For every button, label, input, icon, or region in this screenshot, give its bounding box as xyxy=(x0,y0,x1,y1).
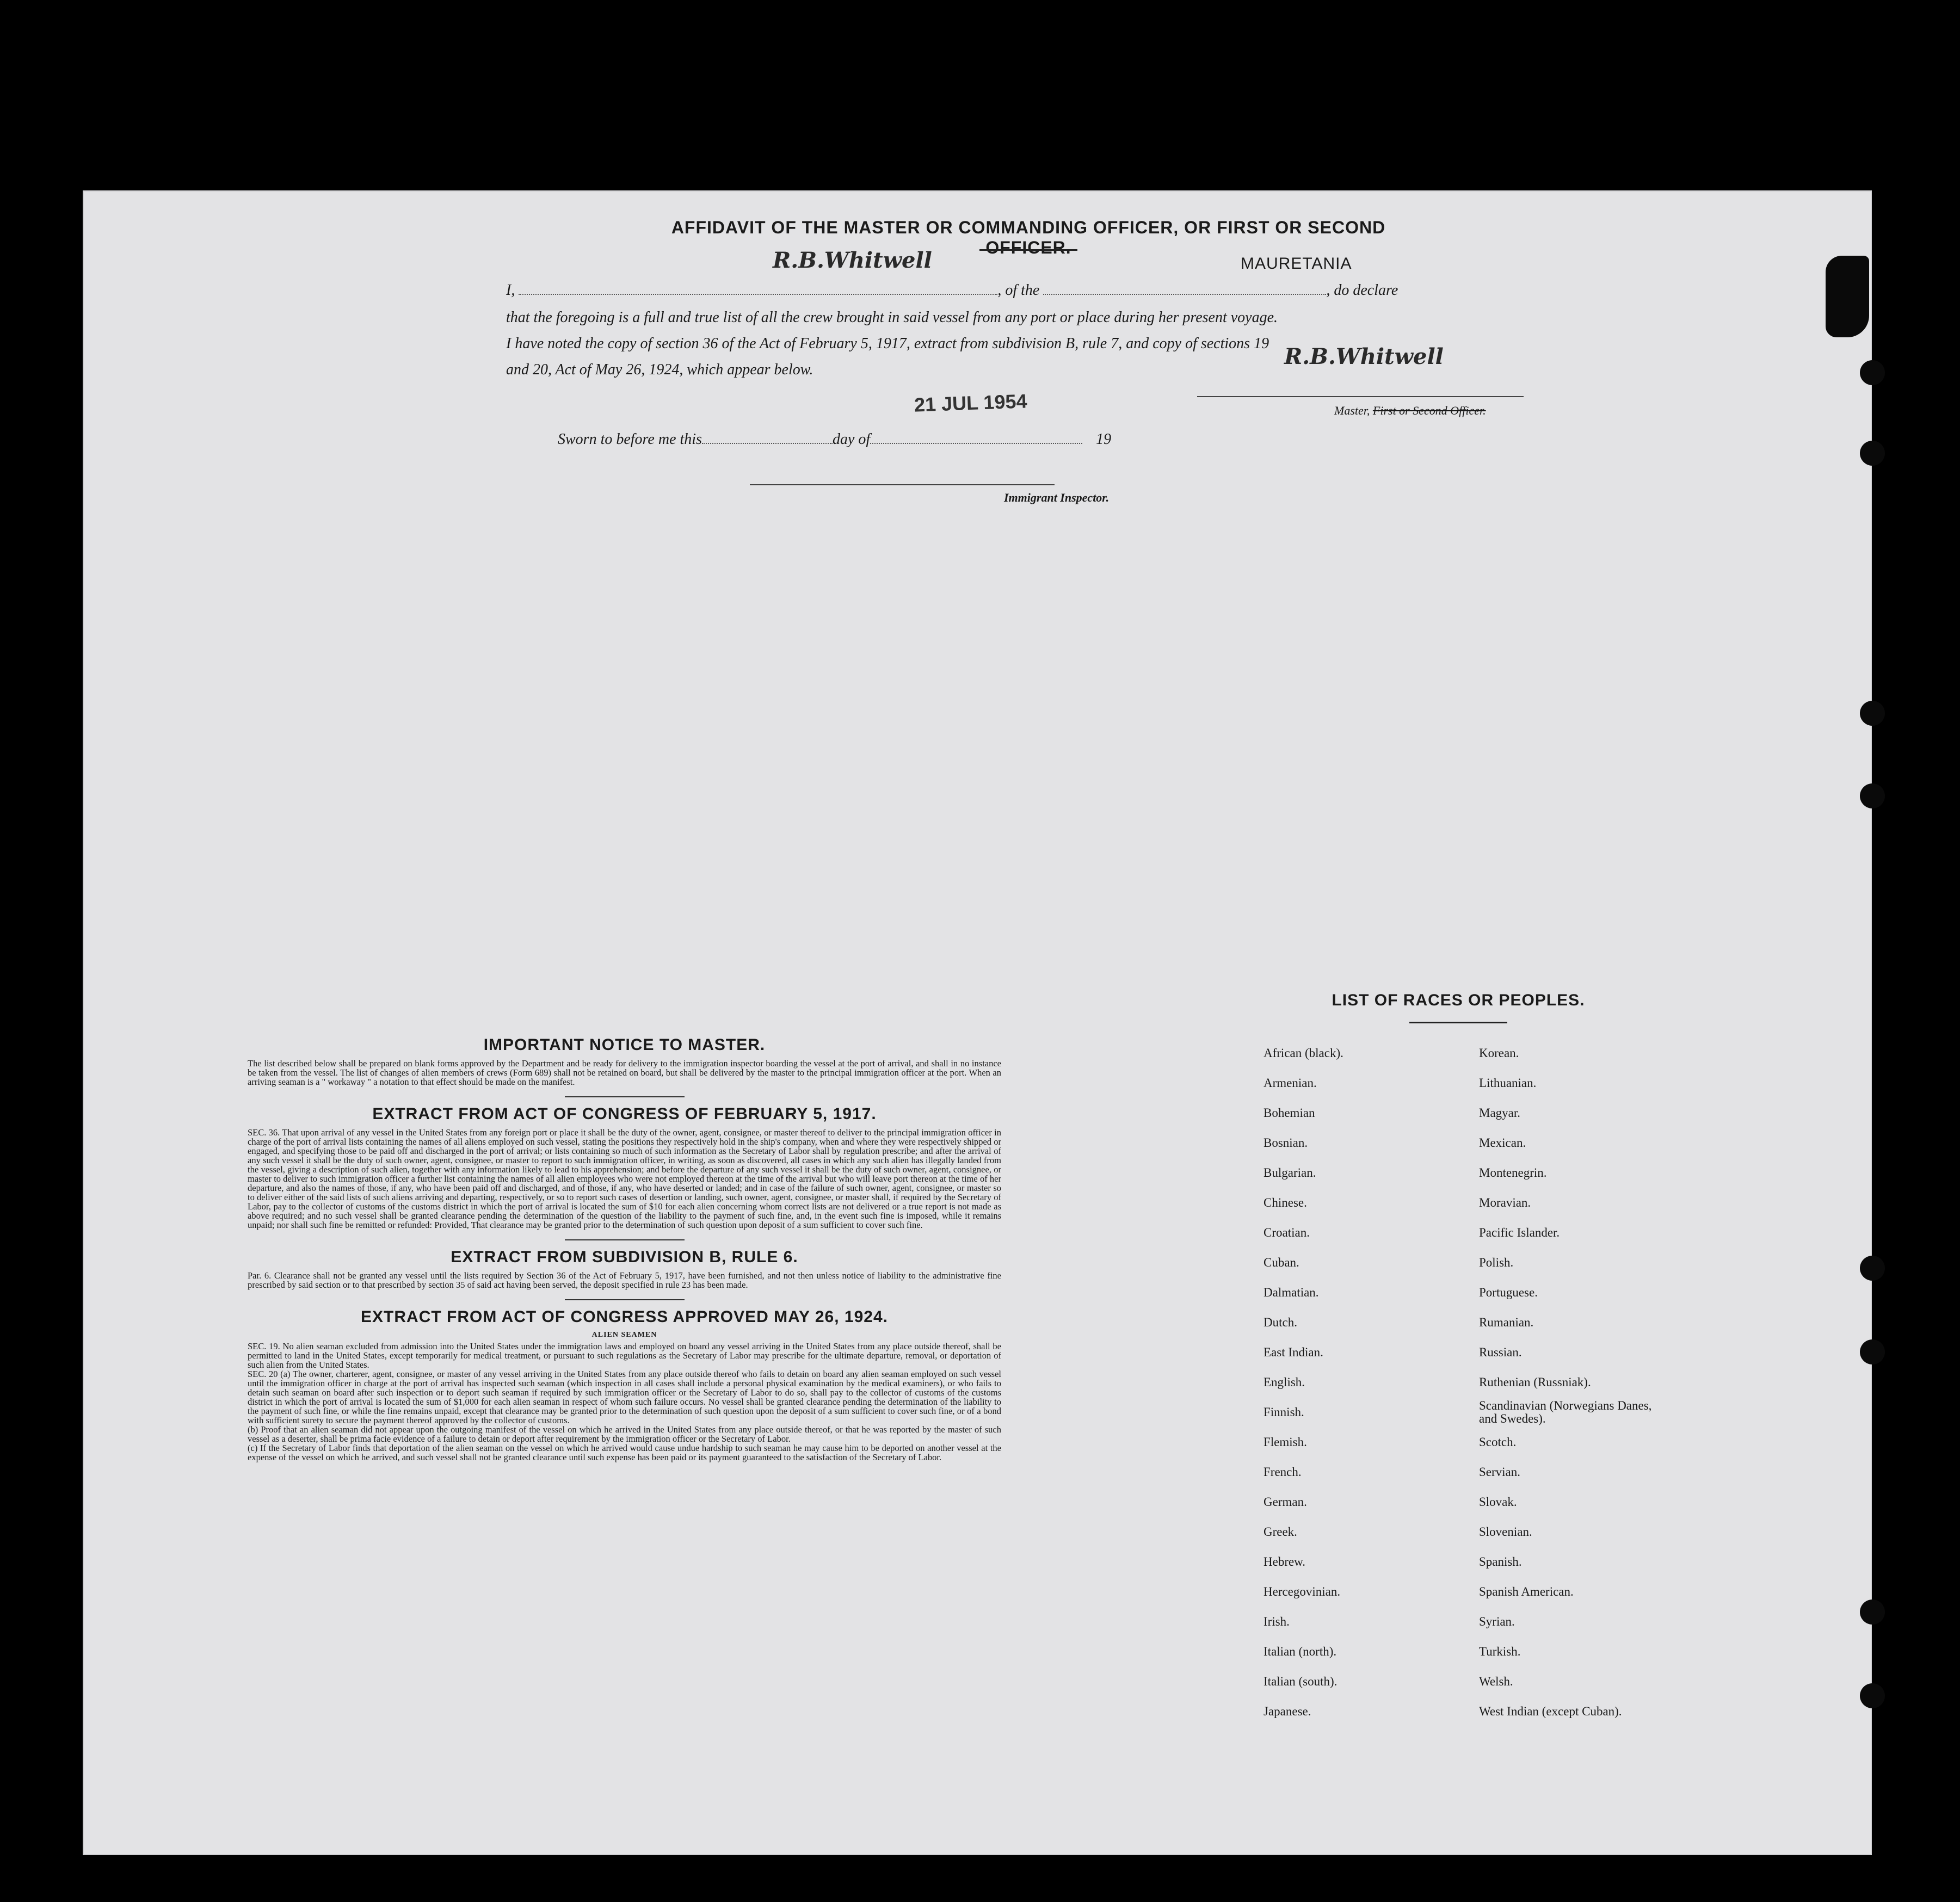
extract-1924-heading: EXTRACT FROM ACT OF CONGRESS APPROVED MAY 26, 1924. xyxy=(361,1308,888,1326)
race-item: Flemish. xyxy=(1263,1435,1307,1449)
subdivision-heading: EXTRACT FROM SUBDIVISION B, RULE 6. xyxy=(451,1248,798,1266)
race-item: West Indian (except Cuban). xyxy=(1479,1705,1622,1718)
race-item: Bosnian. xyxy=(1263,1136,1308,1150)
race-item: Welsh. xyxy=(1479,1675,1513,1688)
race-item: African (black). xyxy=(1263,1046,1343,1060)
race-item: Chinese. xyxy=(1263,1196,1307,1209)
race-item: Bulgarian. xyxy=(1263,1166,1316,1180)
race-item: Servian. xyxy=(1479,1465,1521,1479)
race-item: Finnish. xyxy=(1263,1405,1304,1419)
notices-section xyxy=(248,1028,1001,1462)
name-blank xyxy=(519,294,997,295)
notice-divider xyxy=(565,1096,685,1097)
race-item: Hercegovinian. xyxy=(1263,1585,1341,1598)
binder-hole xyxy=(1860,1256,1885,1281)
race-item: Bohemian xyxy=(1263,1106,1315,1120)
race-item: Dalmatian. xyxy=(1263,1286,1319,1299)
sec20b-text: (b) Proof that an alien seaman did not appear upon the outgoing manifest of the vessel on which he arrived in the United States from any place outside thereof, or that he was reported by the master of such vessel as a deserter, shall be prima facie evidence of a failure to detain or deport after requirement by the immigration officer or the Secretary of Labor. xyxy=(248,1424,1001,1444)
month-blank xyxy=(870,443,1082,444)
race-item: Lithuanian. xyxy=(1479,1076,1537,1090)
declaration-line-3: I have noted the copy of section 36 of the Act of February 5, 1917, extract from subdivision B, rule 7, and copy of sections 19 xyxy=(506,335,1269,352)
race-item: Moravian. xyxy=(1479,1196,1531,1209)
race-item: Hebrew. xyxy=(1263,1555,1306,1568)
race-item: East Indian. xyxy=(1263,1345,1323,1359)
race-item: Dutch. xyxy=(1263,1316,1297,1329)
title-divider xyxy=(979,249,1077,251)
race-item: Italian (south). xyxy=(1263,1675,1338,1688)
race-item: Pacific Islander. xyxy=(1479,1226,1560,1239)
master-signature: R.B.Whitwell xyxy=(1284,344,1444,369)
master-signature-top: R.B.Whitwell xyxy=(773,248,932,273)
races-right-column xyxy=(1479,1038,1659,1726)
inspector-caption: Immigrant Inspector. xyxy=(1004,491,1110,504)
notice-divider xyxy=(565,1239,685,1240)
important-notice-text: The list described below shall be prepared on blank forms approved by the Department and be ready for delivery to the immigration inspector boarding the vessel at the port of arrival, and shall in no instance be taken from the vessel. The list of changes of alien members of crews (Form 689) shall not be retained on board, but shall be delivered by the master to the principal immigration officer at the port. When an arriving seaman is a " workaway " a notation to that effect should be made on the manifest. xyxy=(248,1058,1001,1087)
race-item: Rumanian. xyxy=(1479,1316,1534,1329)
vessel-blank xyxy=(1043,294,1326,295)
race-item: Greek. xyxy=(1263,1525,1297,1539)
race-item: Syrian. xyxy=(1479,1615,1515,1628)
binder-hole xyxy=(1860,441,1885,466)
binder-hole xyxy=(1860,360,1885,385)
date-stamp: 21 JUL 1954 xyxy=(914,390,1028,416)
vessel-name: MAURETANIA xyxy=(1241,255,1352,273)
inspector-signature-line xyxy=(750,484,1055,485)
declaration-line-4: and 20, Act of May 26, 1924, which appear below. xyxy=(506,361,813,378)
races-divider xyxy=(1409,1022,1507,1023)
alien-seamen-subheading: ALIEN SEAMEN xyxy=(591,1331,657,1339)
race-item: Magyar. xyxy=(1479,1106,1521,1120)
affidavit-title: AFFIDAVIT OF THE MASTER OR COMMANDING OFFICER, OR FIRST OR SECOND OFFICER. xyxy=(671,218,1386,257)
race-item: Cuban. xyxy=(1263,1256,1299,1269)
race-item: French. xyxy=(1263,1465,1302,1479)
day-blank xyxy=(702,443,833,444)
race-item: Croatian. xyxy=(1263,1226,1310,1239)
race-item: Ruthenian (Russniak). xyxy=(1479,1375,1591,1389)
master-signature-line xyxy=(1197,396,1524,397)
race-item: English. xyxy=(1263,1375,1305,1389)
declaration-prefix: I, xyxy=(506,282,515,299)
race-item: Italian (north). xyxy=(1263,1645,1337,1658)
binder-hole xyxy=(1860,1339,1885,1364)
sworn-line: Sworn to before me this day of 19 xyxy=(558,431,1112,448)
race-item: Scandinavian (Norwegians Danes, and Swedes). xyxy=(1479,1399,1652,1425)
of-the-label: , of the xyxy=(997,282,1040,299)
binder-hole xyxy=(1860,1683,1885,1708)
race-item: Armenian. xyxy=(1263,1076,1317,1090)
races-left-column xyxy=(1263,1038,1343,1726)
races-title: LIST OF RACES OR PEOPLES. xyxy=(1332,991,1585,1009)
declare-label: , do declare xyxy=(1326,282,1398,299)
sec19-text: SEC. 19. No alien seaman excluded from admission into the United States under the immigration laws and employed on board any vessel arriving in the United States from any place outside thereof, shall be permitted to land in the United States, except temporarily for medical treatment, or pursuant to such regulations as the Secretary of Labor may prescribe for the ultimate departure, removal, or deportation of such alien from the United States. xyxy=(248,1341,1001,1370)
sec20c-text: (c) If the Secretary of Labor finds that deportation of the alien seaman on the vessel on which he arrived would cause undue hardship to such seaman he may cause him to be deported on another vessel at the expense of the vessel on which he arrived, and such vessel shall not be granted clearance until such expense has been paid or its payment guaranteed to the satisfaction of the Secretary of Labor. xyxy=(248,1443,1001,1462)
declaration-line-2: that the foregoing is a full and true list of all the crew brought in said vessel from any port or place during her present voyage. xyxy=(506,309,1278,326)
sec20a-text: SEC. 20 (a) The owner, charterer, agent, consignee, or master of any vessel arriving in the United States from any place outside thereof who fails to detain on board any alien seaman employed on such vessel until the immigration officer in charge at the port of arrival has inspected such seaman (which inspection in all cases shall include a personal physical examination by the medical examiners), or who fails to detain such seaman on board after such inspection or to deport such seaman if required by such immigration officer or the Secretary of Labor to do so, shall pay to the collector of customs of the customs district in which the port of arrival is located the sum of $1,000 for each alien seaman in respect of whom such failure occurs. No vessel shall be granted clearance pending the determination of the liability to the payment of such fine, or while the fine remains unpaid, except that clearance may be granted prior to the determination of such question upon the deposit of a sum sufficient to cover such fine, or of a bond with sufficient surety to secure the payment thereof approved by the collector of customs. xyxy=(248,1369,1001,1425)
binder-hole xyxy=(1860,1600,1885,1625)
race-item: Irish. xyxy=(1263,1615,1290,1628)
race-item: Turkish. xyxy=(1479,1645,1521,1658)
race-item: Scotch. xyxy=(1479,1435,1517,1449)
race-item: Spanish American. xyxy=(1479,1585,1574,1598)
notice-divider xyxy=(565,1299,685,1300)
extract-1917-heading: EXTRACT FROM ACT OF CONGRESS OF FEBRUARY 5, 1917. xyxy=(372,1105,877,1123)
race-item: Spanish. xyxy=(1479,1555,1522,1568)
race-item: Russian. xyxy=(1479,1345,1522,1359)
race-item: Polish. xyxy=(1479,1256,1514,1269)
binder-hole xyxy=(1860,783,1885,808)
race-item: Mexican. xyxy=(1479,1136,1526,1150)
race-item: Slovak. xyxy=(1479,1495,1517,1509)
binder-hole xyxy=(1860,701,1885,726)
race-item: German. xyxy=(1263,1495,1307,1509)
race-item: Portuguese. xyxy=(1479,1286,1538,1299)
master-caption: Master, First or Second Officer. xyxy=(1334,404,1486,417)
subdivision-text: Par. 6. Clearance shall not be granted any vessel until the lists required by Section 36 of the Act of February 5, 1917, have been furnished, and not then unless notice of liability to the administrative fine prescribed by said section or to that prescribed by section 35 of said act having been served, the deposit specified in rule 23 has been made. xyxy=(248,1270,1001,1290)
race-item: Japanese. xyxy=(1263,1705,1311,1718)
declaration-line-1 xyxy=(506,277,1540,304)
torn-corner xyxy=(1826,256,1869,337)
important-notice-heading: IMPORTANT NOTICE TO MASTER. xyxy=(483,1036,766,1054)
race-item: Korean. xyxy=(1479,1046,1519,1060)
extract-1917-text: SEC. 36. That upon arrival of any vessel in the United States from any foreign port or place it shall be the duty of the owner, agent, consignee, or master thereof to deliver to the principal immigration officer in charge of the port of arrival lists containing the names of all aliens employed on such vessel, stating the positions they respectively hold in the ship's company, when and where they were respectively shipped or engaged, and specifying those to be paid off and discharged in the port of arrival; or lists containing so much of such information as the Secretary of Labor shall by regulation prescribe; and after the arrival of any such vessel it shall be the duty of such owner, agent, consignee, or master to report to such immigration officer, in writing, as soon as discovered, all cases in which any such alien has illegally landed from the vessel, giving a description of such alien, together with any information likely to lead to his apprehension; and before the departure of any such vessel it shall be the duty of such owner, agent, consignee, or master to deliver to such immigration officer a further list containing the names of all alien employees who were not employed thereon at the time of the arrival but who will leave port thereon at the time of her departure, and also the names of those, if any, who have been paid off and discharged, and of those, if any, who have deserted or landed; and in case of the failure of such owner, agent, consignee, or master so to deliver either of the said lists of such aliens arriving and departing, respectively, or so to report such cases of desertion or landing, such owner, agent, consignee, or master shall, if required by the Secretary of Labor, pay to the collector of customs of the customs district in which the port of arrival is located the sum of $10 for each alien concerning whom correct lists are not delivered or a true report is not made as above required; and no such vessel shall be granted clearance pending the determination of the question of the liability to the payment of such fine, and, in the event such fine is imposed, while it remains unpaid; nor shall such fine be remitted or refunded: Provided, That clearance may be granted prior to the determination of such question upon deposit of a sum sufficient to cover such fine. xyxy=(248,1127,1001,1230)
race-item: Slovenian. xyxy=(1479,1525,1532,1539)
race-item: Montenegrin. xyxy=(1479,1166,1547,1180)
